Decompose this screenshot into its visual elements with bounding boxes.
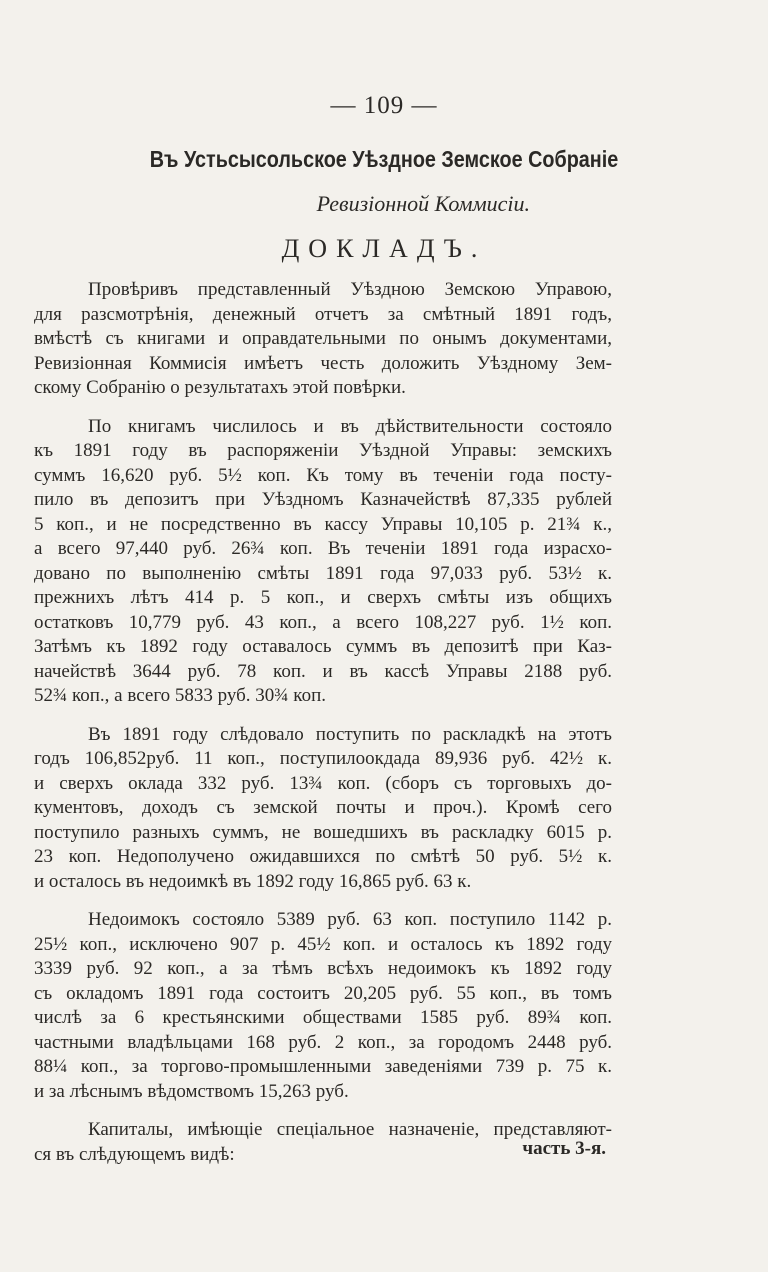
text-line: и осталось въ недоимкѣ въ 1892 году 16,865 руб. 63 к. — [34, 870, 472, 892]
text-line: годъ 106,852руб. 11 коп., поступилоокдада 89,936 руб. 42½ к. — [34, 748, 612, 769]
document-heading: Въ Устьсысольское Уѣздное Земское Собраніе — [149, 146, 619, 172]
text-line: начействѣ 3644 руб. 78 коп. и въ кассѣ Управы 2188 руб. — [34, 660, 612, 682]
text-line: По книгамъ числилось и въ дѣйствительности состояло — [88, 415, 612, 437]
text-line: вмѣстѣ съ книгами и оправдательными по онымъ документами, — [34, 328, 612, 349]
text-line: Провѣривъ представленный Уѣздною Земскою Управою, — [88, 279, 612, 300]
text-line: довано по выполненію смѣты 1891 года 97,033 руб. 53½ к. — [34, 562, 612, 584]
text-line: къ 1891 году въ распоряженіи Уѣздной Управы: земскихъ — [34, 440, 612, 461]
text-line: частными владѣльцами 168 руб. 2 коп., за городомъ 2448 руб. — [34, 1031, 612, 1053]
text-line: остатковъ 10,779 руб. 43 коп., а всего 108,227 руб. 1½ коп. — [34, 611, 612, 633]
text-line: 88¼ коп., за торгово-промышленными заведеніями 739 р. 75 к. — [34, 1056, 612, 1077]
document-title: ДОКЛАДЪ. — [281, 234, 487, 263]
text-line: 25½ коп., исключено 907 р. 45½ коп. и осталось къ 1892 году — [34, 933, 612, 955]
text-line: пило въ депозитъ при Уѣздномъ Казначействѣ 87,335 рублей — [34, 489, 612, 510]
text-line: Въ 1891 году слѣдовало поступить по раскладкѣ на этотъ — [88, 723, 612, 745]
text-line: и за лѣснымъ вѣдомствомъ 15,263 руб. — [34, 1080, 349, 1102]
text-line: ся въ слѣдующемъ видѣ: — [34, 1143, 235, 1165]
text-line: Затѣмъ къ 1892 году оставалось суммъ въ депозитѣ при Каз- — [34, 636, 612, 657]
text-line: а всего 97,440 руб. 26¾ коп. Въ теченіи 1891 года израсхо- — [34, 538, 612, 559]
text-line: поступило разныхъ суммъ, не вошедшихъ въ раскладку 6015 р. — [34, 821, 612, 843]
text-line: съ окладомъ 1891 года состоитъ 20,205 руб. 55 коп., въ томъ — [34, 982, 612, 1004]
text-line: и сверхъ оклада 332 руб. 13¾ коп. (сборъ съ торговыхъ до- — [34, 772, 612, 794]
text-line: 23 коп. Недополучено ожидавшихся по смѣтѣ 50 руб. 5½ к. — [34, 846, 612, 867]
commission-signature: Ревизіонной Коммисіи. — [316, 191, 530, 216]
text-line: числѣ за 6 крестьянскими обществами 1585 руб. 89¾ коп. — [34, 1007, 612, 1028]
paragraph-1 — [34, 278, 612, 401]
text-line: прежнихъ лѣтъ 414 р. 5 коп., и сверхъ смѣты изъ общихъ — [34, 587, 612, 608]
text-line: 5 коп., и не посредственно въ кассу Управы 10,105 р. 21¾ к., — [34, 513, 612, 535]
page-footer: часть 3-я. — [522, 1138, 606, 1159]
paragraph-3 — [34, 723, 612, 895]
text-line: Недоимокъ состояло 5389 руб. 63 коп. поступило 1142 р. — [88, 909, 612, 930]
text-line: скому Собранію о результатахъ этой повѣрки. — [34, 377, 406, 398]
document-body — [34, 278, 612, 1181]
text-line: 3339 руб. 92 коп., а за тѣмъ всѣхъ недоимокъ къ 1892 году — [34, 958, 612, 979]
text-line: Ревизіонная Коммисія имѣетъ честь доложить Уѣздному Зем- — [34, 352, 612, 374]
page-number: — 109 — — [330, 92, 438, 119]
text-line: для разсмотрѣнія, денежный отчетъ за смѣтный 1891 годъ, — [34, 303, 612, 325]
text-line: кументовъ, доходъ съ земской почты и проч.). Кромѣ сего — [34, 797, 612, 818]
text-line: 52¾ коп., а всего 5833 руб. 30¾ коп. — [34, 685, 326, 706]
text-line: Капиталы, имѣющіе спеціальное назначеніе, представляют- — [88, 1119, 612, 1140]
paragraph-2 — [34, 415, 612, 709]
text-line: суммъ 16,620 руб. 5½ коп. Къ тому въ теченіи года посту- — [34, 464, 612, 486]
paragraph-4 — [34, 908, 612, 1104]
